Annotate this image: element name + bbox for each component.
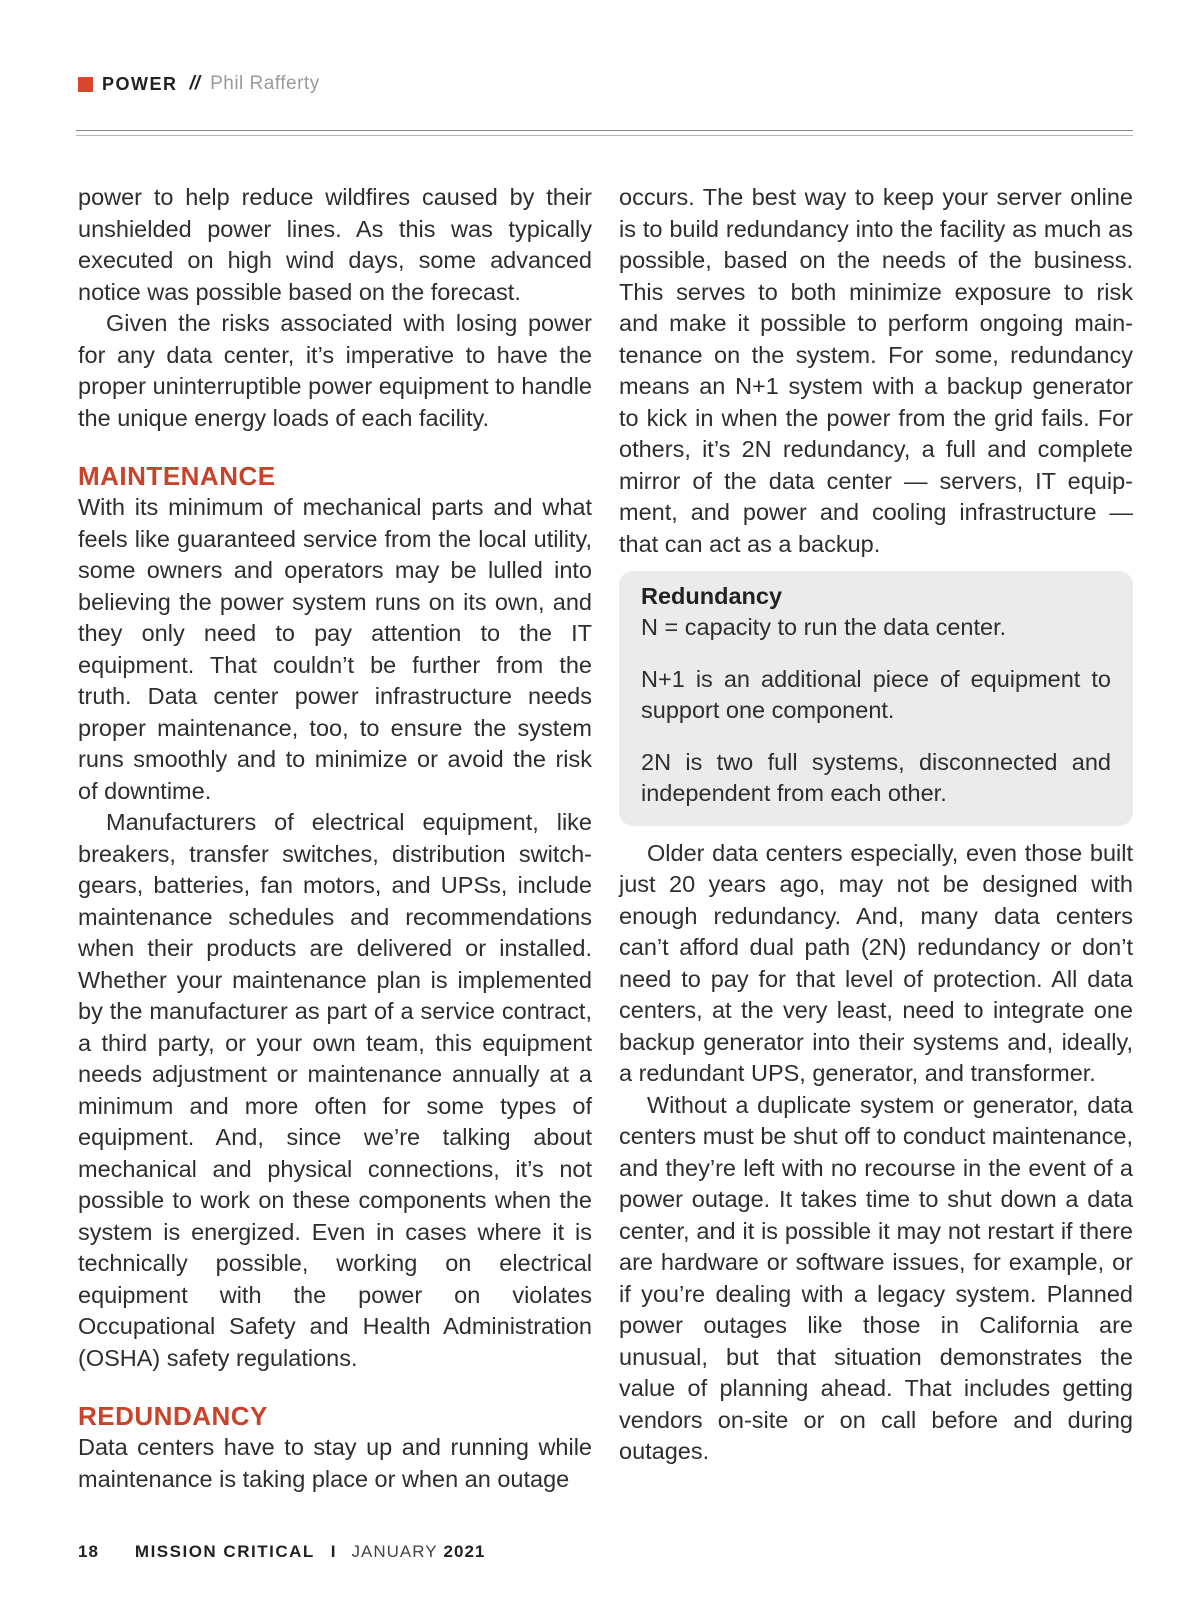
sidebar-item-n: N = capacity to run the data center. — [641, 614, 1007, 640]
right-column — [619, 182, 1133, 1468]
paragraph: Given the risks associated with losing power for any data center, it’s imperative to have the proper uninterruptible power equipment to handle the unique energy loads of each facility. — [78, 310, 592, 431]
paragraph: Older data centers especially, even those built just 20 years ago, may not be designed with enough redundancy. And, many data centers can’t afford dual path (2N) redundancy or don’t need to pay for that level of protection. All data centers, at the very least, need to integrate one backup generator into their systems and, ideally, a redundant UPS, generator, and transformer. — [619, 839, 1133, 1086]
sidebar-title: Redundancy — [641, 583, 783, 609]
section-label: POWER — [102, 73, 178, 94]
sidebar-item-2n: 2N is two full systems, disconnected and independent from each other. — [641, 748, 1111, 806]
page-footer — [78, 1542, 485, 1562]
page-header — [78, 70, 320, 98]
paragraph: power to help reduce wildfires caused by their unshielded power lines. As this was typically executed on high wind days, some advanced notice was possible based on the forecast. — [78, 184, 592, 305]
paragraph: Manufacturers of electrical equipment, like breakers, transfer switches, distribution switchgears, batteries, fan motors, and UPSs, include maintenance schedules and recommendations when their products are delivered or installed. Whether your maintenance plan is implemented by the manufacturer as part of a service contract, a third party, or your own team, this equipment needs adjustment or maintenance annually at a minimum and more often for some types of equipment. And, since we’re talking about mechanical and physical connections, it’s not possible to work on these components when the system is energized. Even in cases where it is technically possible, working on electrical equipment with the power on violates Occupational Safety and Health Administration (OSHA) safety regulations. — [78, 809, 592, 1371]
section-marker-icon — [78, 77, 93, 92]
issue-year: 2021 — [443, 1542, 486, 1561]
redundancy-sidebar — [619, 571, 1133, 826]
paragraph: Data centers have to stay up and running while maintenance is taking place or when an outage — [78, 1434, 592, 1492]
paragraph: Without a duplicate system or generator, data centers must be shut off to conduct maintenance, and they’re left with no recourse in the event of a power outage. It takes time to shut down a data center, and it is possible it may not restart if there are hardware or software issues, for example, or if you’re dealing with a legacy system. Planned power outages like those in California are unusual, but that situation demonstrates the value of planning ahead. That includes getting vendors on-site or on call before and during outages. — [619, 1091, 1133, 1464]
header-separator: // — [189, 73, 201, 94]
footer-separator: I — [330, 1542, 336, 1561]
sidebar-item-n-plus-1: N+1 is an additional piece of equipment to support one component. — [641, 665, 1111, 723]
header-rule-bottom — [76, 135, 1133, 136]
left-column — [78, 182, 592, 1495]
header-rule-top — [76, 130, 1133, 131]
heading-maintenance: MAINTENANCE — [78, 461, 276, 491]
paragraph: occurs. The best way to keep your server online is to build redundancy into the facility as much as possible, based on the needs of the business. This serves to both minimize exposure to risk and make it possible to perform ongoing maintenance on the system. For some, redundancy means an N+1 system with a backup generator to kick in when the power from the grid fails. For others, it’s 2N redundancy, a full and complete mirror of the data center — servers, IT equipment, and power and cooling infrastructure — that can act as a backup. — [619, 184, 1133, 557]
heading-redundancy: REDUNDANCY — [78, 1401, 268, 1431]
page-number: 18 — [78, 1542, 99, 1561]
paragraph: With its minimum of mechanical parts and what feels like guaranteed service from the local utility, some owners and operators may be lulled into believing the power system runs on its own, and they only need to pay attention to the IT equipment. That couldn’t be further from the truth. Data center power infrastructure needs proper maintenance, too, to ensure the system runs smoothly and to minimize or avoid the risk of downtime. — [78, 494, 592, 804]
author-name: Phil Rafferty — [210, 73, 320, 94]
publication-name: MISSION CRITICAL — [134, 1542, 315, 1561]
issue-month: JANUARY — [351, 1542, 438, 1561]
